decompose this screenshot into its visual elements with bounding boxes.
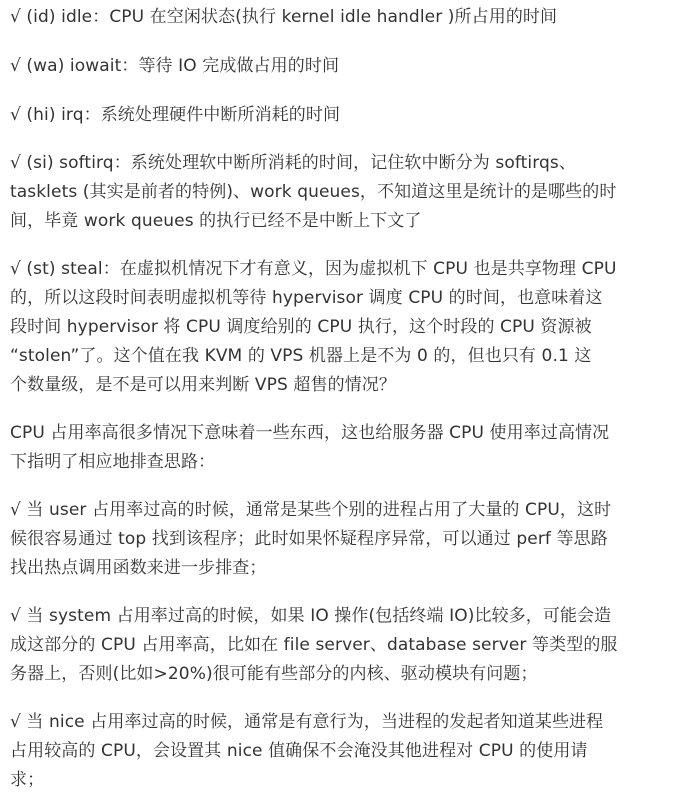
text-line: 候很容易通过 top 找到该程序；此时如果怀疑程序异常，可以通过 perf 等思路: [10, 529, 608, 549]
paragraph-idle: [10, 3, 557, 32]
text-line: √ 当 user 占用率过高的时候，通常是某些个别的进程占用了大量的 CPU，这时: [10, 500, 612, 520]
text-line: 务器上，否则(比如>20%)很可能有些部分的内核、驱动模块有问题；: [10, 664, 538, 684]
text-line: √ (st) steal：在虚拟机情况下才有意义，因为虚拟机下 CPU 也是共享物理 CPU: [10, 259, 617, 279]
text-line: √ (wa) iowait：等待 IO 完成做占用的时间: [10, 56, 340, 76]
text-line: √ (id) idle：CPU 在空闲状态(执行 kernel idle handler )所占用的时间: [10, 7, 558, 27]
text-line: 个数量级，是不是可以用来判断 VPS 超售的情况？: [10, 375, 396, 395]
paragraph-system-high: [10, 602, 618, 689]
paragraph-softirq: [10, 149, 616, 236]
text-line: “stolen”了。这个值在我 KVM 的 VPS 机器上是不为 0 的，但也只有 0.1 这: [10, 346, 592, 366]
paragraph-cpu-usage-intro: [10, 419, 609, 477]
text-line: 成这部分的 CPU 占用率高，比如在 file server、database server 等类型的服: [10, 635, 618, 655]
text-line: 间，毕竟 work queues 的执行已经不是中断上下文了: [10, 211, 422, 231]
text-line: tasklets (其实是前者的特例)、work queues，不知道这里是统计的是哪些的时: [10, 182, 617, 202]
text-line: √ 当 system 占用率过高的时候，如果 IO 操作(包括终端 IO)比较多，可能会造: [10, 606, 612, 626]
text-line: 下指明了相应地排查思路：: [10, 452, 216, 472]
text-line: √ (si) softirq：系统处理软中断所消耗的时间，记住软中断分为 softirqs、: [10, 153, 576, 173]
text-line: 的，所以这段时间表明虚拟机等待 hypervisor 调度 CPU 的时间，也意味着这: [10, 288, 603, 308]
paragraph-steal: [10, 255, 617, 400]
text-line: 找出热点调用函数来进一步排查；: [10, 558, 267, 578]
text-line: 占用较高的 CPU，会设置其 nice 值确保不会淹没其他进程对 CPU 的使用请: [10, 741, 588, 761]
paragraph-iowait: [10, 52, 339, 81]
text-line: 求；: [10, 770, 45, 790]
paragraph-user-high: [10, 496, 611, 583]
text-line: CPU 占用率高很多情况下意味着一些东西，这也给服务器 CPU 使用率过高情况: [10, 423, 610, 443]
paragraph-nice-high: [10, 708, 603, 795]
text-line: √ 当 nice 占用率过高的时候，通常是有意行为，当进程的发起者知道某些进程: [10, 712, 604, 732]
text-line: 段时间 hypervisor 将 CPU 调度给别的 CPU 执行，这个时段的 CPU 资源被: [10, 317, 592, 337]
paragraph-irq: [10, 101, 340, 130]
text-line: √ (hi) irq：系统处理硬件中断所消耗的时间: [10, 105, 341, 125]
